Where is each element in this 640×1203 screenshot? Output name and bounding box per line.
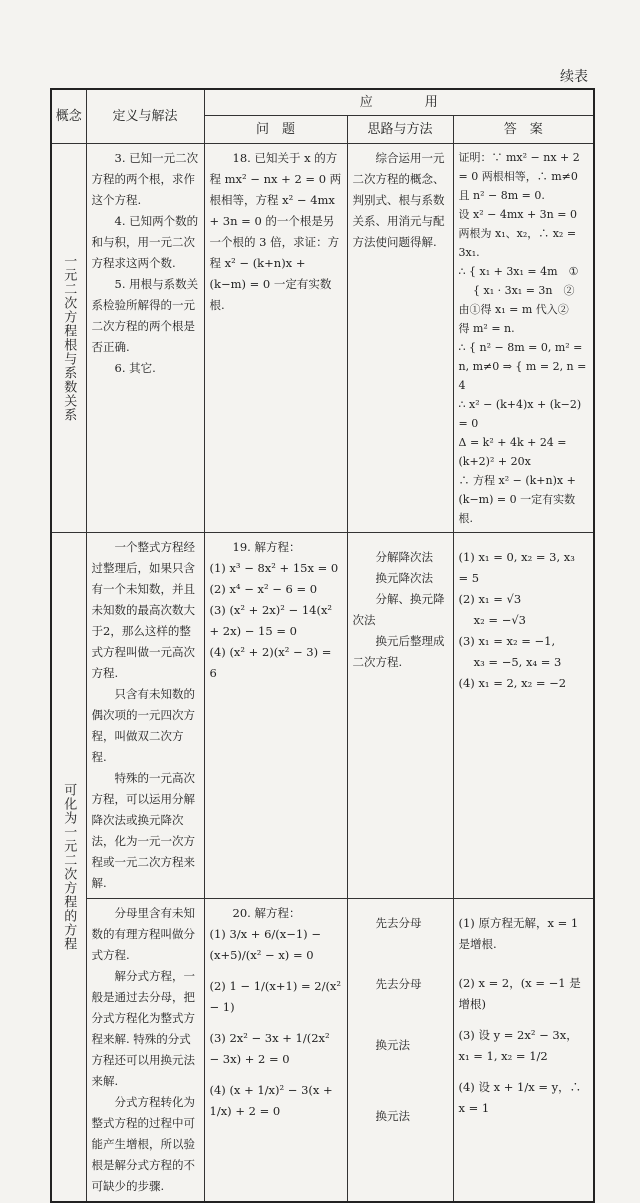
text: (4) x₁ = 2, x₂ = −2	[458, 676, 567, 690]
text: 换元降次法	[375, 571, 433, 585]
text: 证明：∵ mx² − nx + 2 = 0 两根相等，∴ m≠0 且 n² − 8m = 0.	[458, 151, 580, 202]
text: (3) x₁ = x₂ = −1,	[458, 634, 556, 648]
text: 换元法	[375, 1109, 410, 1123]
header-concept: 概念	[51, 89, 86, 144]
text: 分母里含有未知数的有理方程叫做分式方程.	[91, 906, 195, 962]
text: (2) 1 − 1/(x+1) = 2/(x² − 1)	[209, 979, 342, 1014]
text: (1) x³ − 8x² + 15x = 0	[209, 561, 339, 575]
answer-cell	[453, 533, 594, 899]
text: 20. 解方程：	[232, 906, 301, 920]
definition-cell	[86, 899, 204, 1203]
definition-cell	[86, 144, 204, 533]
concept-cell	[51, 533, 86, 1203]
text: (4) (x² + 2)(x² − 3) = 6	[209, 645, 332, 680]
text: 分解降次法	[375, 550, 433, 564]
text: x₃ = −5, x₄ = 3	[458, 655, 562, 669]
text: ∴ 方程 x² − (k+n)x + (k−m) = 0 一定有实数根.	[458, 474, 576, 525]
text: 3. 已知一元二次方程的两个根，求作这个方程.	[91, 151, 199, 207]
text: 只含有未知数的偶次项的一元四次方程，叫做双二次方程.	[91, 687, 195, 764]
text: (4) 设 x + 1/x = y，∴ x = 1	[458, 1080, 582, 1115]
text: 分解、换元降次法	[352, 592, 445, 627]
continued-label: 续表	[560, 69, 588, 85]
text: 综合运用一元二次方程的概念、判别式、根与系数关系、用消元与配方法使问题得解.	[352, 151, 445, 249]
text: 特殊的一元高次方程，可以运用分解降次法或换元降次法，化为一元一次方程或一元二次方程来解.	[91, 771, 195, 890]
text: 解分式方程，一般是通过去分母，把分式方程化为整式方程来解. 特殊的分式方程还可以用换元法来解.	[91, 969, 195, 1088]
text: (4) (x + 1/x)² − 3(x + 1/x) + 2 = 0	[209, 1083, 333, 1118]
text: 先去分母	[375, 977, 422, 991]
header-question: 问 题	[204, 116, 347, 144]
table-row	[51, 144, 594, 533]
table-row	[51, 899, 594, 1203]
text: (1) 3/x + 6/(x−1) − (x+5)/(x² − x) = 0	[209, 927, 321, 962]
text: (3) 2x² − 3x + 1/(2x² − 3x) + 2 = 0	[209, 1031, 330, 1066]
text: 一个整式方程经过整理后，如果只含有一个未知数，并且未知数的最高次数大于2，那么这样的整式方程叫做一元高次方程.	[91, 540, 195, 680]
text: (1) x₁ = 0, x₂ = 3, x₃ = 5	[458, 550, 575, 585]
text: 换元后整理成二次方程.	[352, 634, 445, 669]
text: 由①得 x₁ = m 代入②	[458, 303, 569, 316]
method-cell	[347, 144, 453, 533]
text: 设 x² − 4mx + 3n = 0 两根为 x₁、x₂，∴ x₂ = 3x₁.	[458, 208, 577, 259]
answer-cell	[453, 144, 594, 533]
text: (1) 原方程无解，x = 1 是增根.	[458, 916, 579, 951]
text: 先去分母	[375, 916, 422, 930]
concept-label: 一元二次方程根与系数关系	[61, 254, 77, 422]
concept-label: 可化为一元二次方程的方程	[61, 783, 77, 951]
text: 19. 解方程：	[232, 540, 301, 554]
question-cell	[204, 144, 347, 533]
text: (2) x⁴ − x² − 6 = 0	[209, 582, 318, 596]
text: { x₁ · 3x₁ = 3n ②	[458, 284, 575, 297]
answer-cell	[453, 899, 594, 1203]
question-cell	[204, 533, 347, 899]
text: (3) (x² + 2x)² − 14(x² + 2x) − 15 = 0	[209, 603, 333, 638]
text: (2) x = 2，(x = −1 是增根)	[458, 976, 581, 1011]
question-cell	[204, 899, 347, 1203]
text: 18. 已知关于 x 的方程 mx² − nx + 2 = 0 两根相等，方程 x² − 4mx + 3n = 0 的一个根是另一个根的 3 倍，求证：方程 x² − (k+n)x + (k−m) = 0 一定有实数根.	[209, 151, 342, 312]
text: 换元法	[375, 1038, 410, 1052]
text: Δ = k² + 4k + 24 = (k+2)² + 20x	[458, 436, 567, 468]
text: 分式方程转化为整式方程的过程中可能产生增根，所以验根是解分式方程的不可缺少的步骤.	[91, 1095, 195, 1193]
method-cell	[347, 533, 453, 899]
text: ∴ { x₁ + 3x₁ = 4m ①	[458, 265, 579, 278]
header-method: 思路与方法	[347, 116, 453, 144]
text: ∴ { n² − 8m = 0, m² = n, m≠0 ⇒ { m = 2, n = 4	[458, 341, 587, 392]
text: 得 m² = n.	[458, 322, 515, 335]
text: 6. 其它.	[114, 361, 156, 375]
text: 4. 已知两个数的和与积，用一元二次方程求这两个数.	[91, 214, 199, 270]
text: (3) 设 y = 2x² − 3x，x₁ = 1, x₂ = 1/2	[458, 1028, 578, 1063]
header-application: 应 用	[204, 89, 594, 116]
table-row	[51, 533, 594, 899]
text: x₂ = −√3	[458, 613, 526, 627]
definition-cell	[86, 533, 204, 899]
header-answer: 答 案	[453, 116, 594, 144]
text: (2) x₁ = √3	[458, 592, 522, 606]
header-definition: 定义与解法	[86, 89, 204, 144]
summary-table	[50, 88, 595, 1203]
text: ∴ x² − (k+4)x + (k−2) = 0	[458, 398, 582, 430]
concept-cell	[51, 144, 86, 533]
method-cell	[347, 899, 453, 1203]
text: 5. 用根与系数关系检验所解得的一元二次方程的两个根是否正确.	[91, 277, 199, 354]
